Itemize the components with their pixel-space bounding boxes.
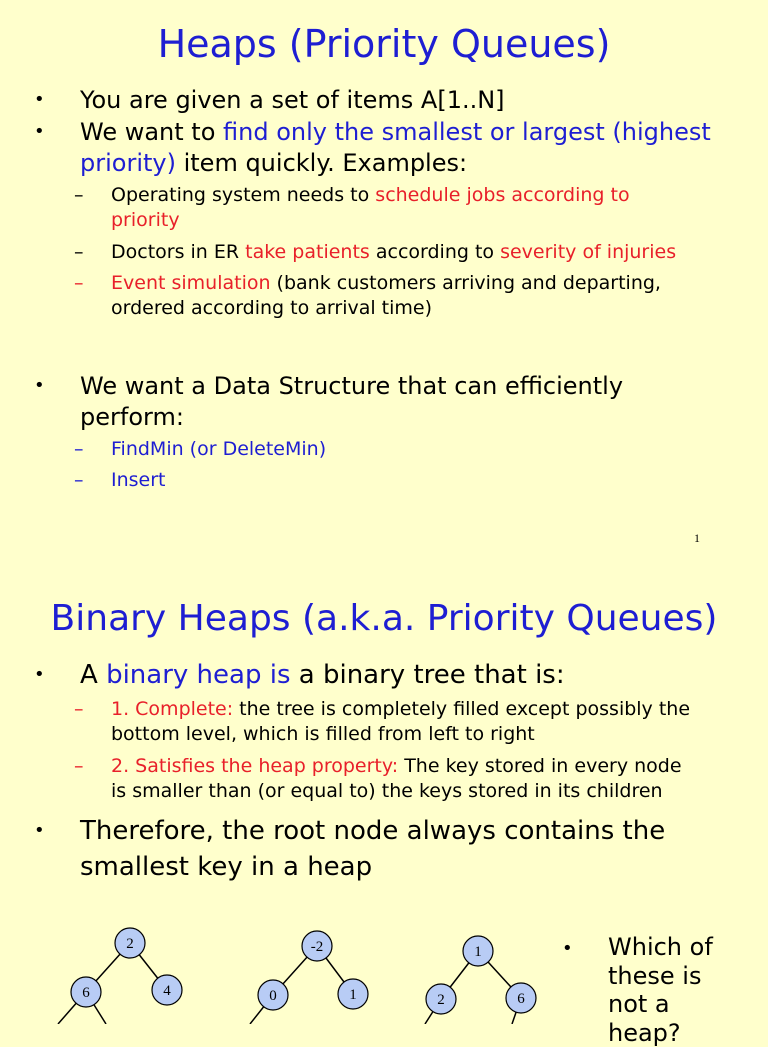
- node-label: 4: [163, 983, 171, 999]
- tree-1: [58, 928, 182, 1024]
- node-label: 6: [517, 991, 525, 1007]
- node-label: 6: [82, 985, 90, 1001]
- slide2-title: Binary Heaps (a.k.a. Priority Queues): [50, 598, 718, 639]
- page-number: 1: [694, 531, 700, 545]
- slide1-title: Heaps (Priority Queues): [157, 22, 611, 66]
- question-which-not-heap: Which of these is not a heap?: [608, 933, 713, 1047]
- tree-2: [250, 931, 368, 1024]
- node-label: 1: [349, 987, 357, 1003]
- question-bullet-glyph: •: [562, 938, 573, 959]
- node-label: -2: [310, 939, 324, 955]
- node-label: 2: [437, 992, 445, 1008]
- node-label: 1: [474, 944, 482, 960]
- node-label: 0: [269, 988, 277, 1004]
- node-label: 2: [126, 936, 134, 952]
- tree-3: [425, 936, 536, 1024]
